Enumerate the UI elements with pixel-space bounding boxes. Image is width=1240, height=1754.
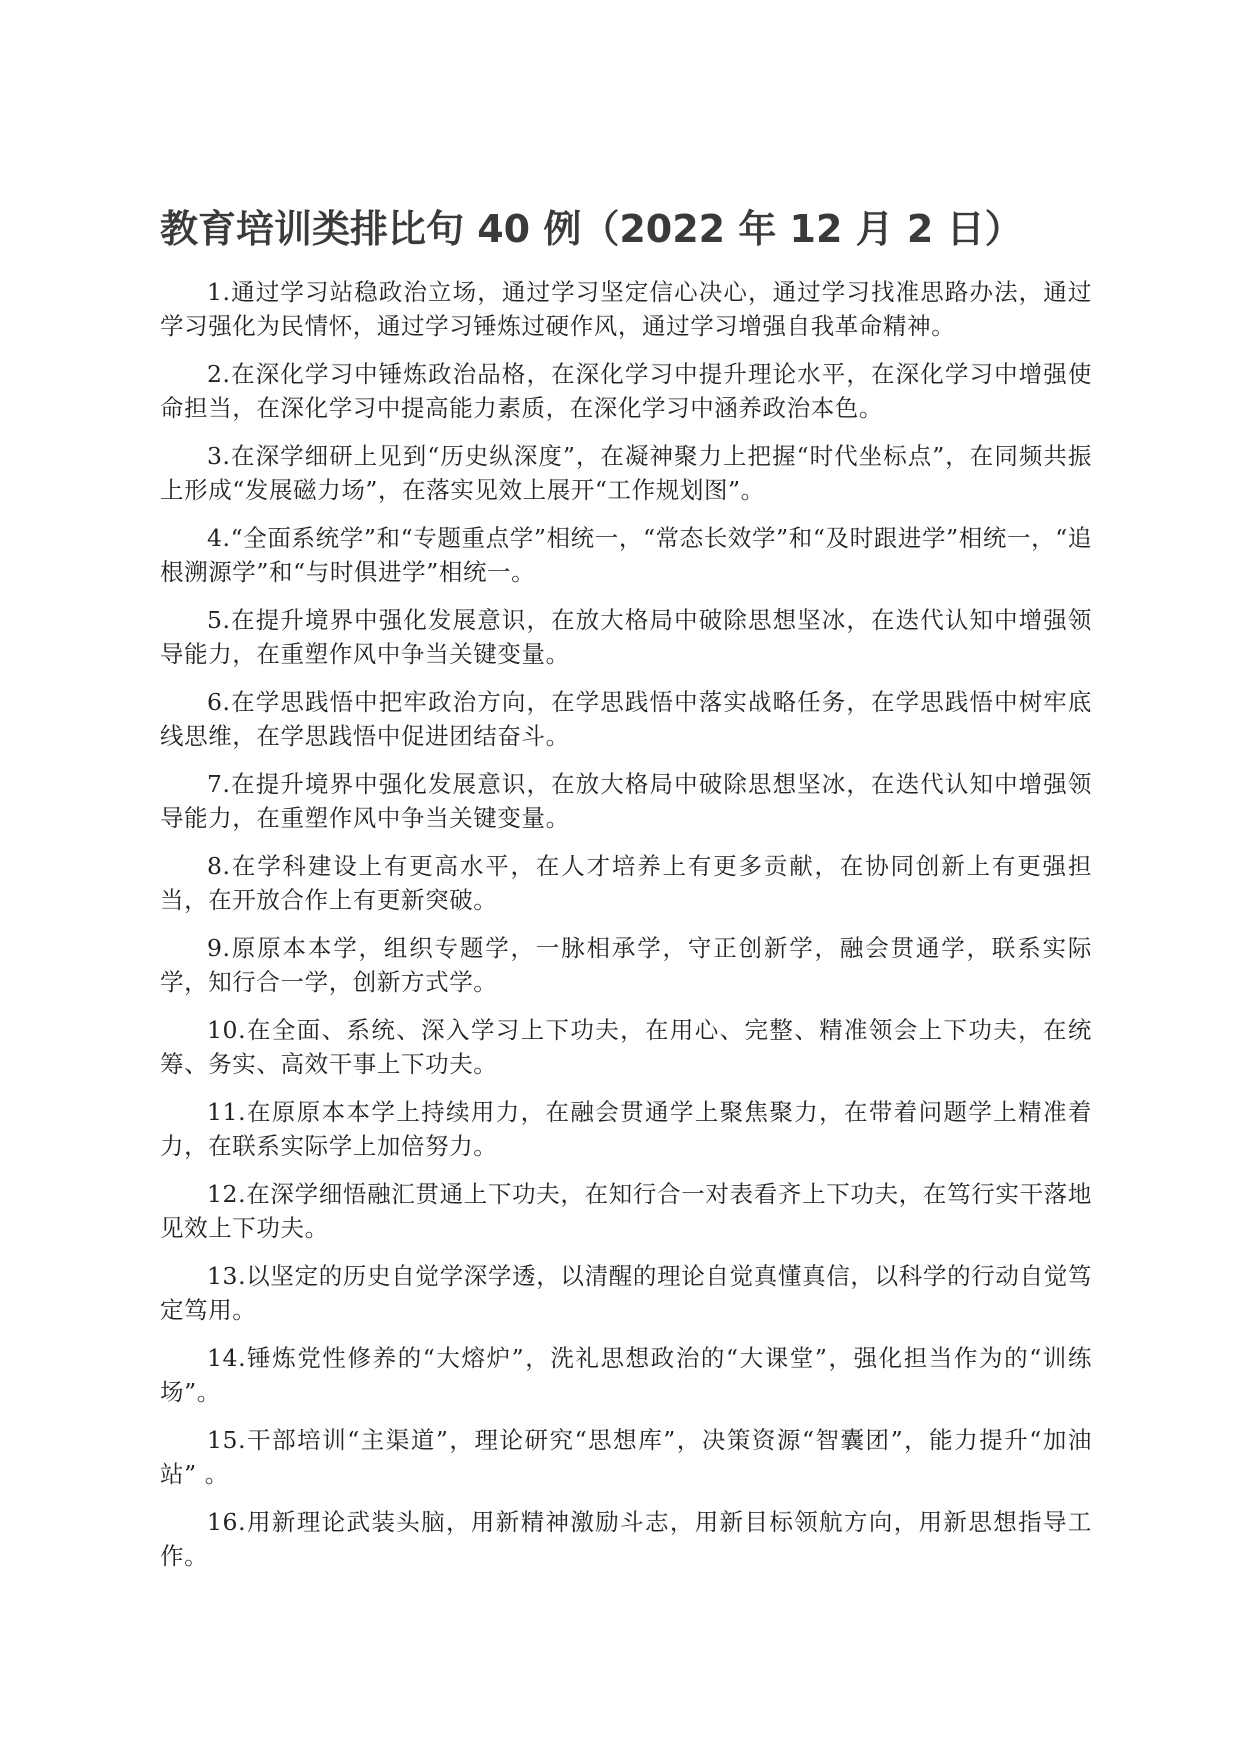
- list-item: 7.在提升境界中强化发展意识，在放大格局中破除思想坚冰，在迭代认知中增强领导能力，在重塑作风中争当关键变量。: [160, 770, 1092, 832]
- list-item: 10.在全面、系统、深入学习上下功夫，在用心、完整、精准领会上下功夫，在统筹、务实、高效干事上下功夫。: [160, 1016, 1092, 1078]
- list-item: 9.原原本本学，组织专题学，一脉相承学，守正创新学，融会贯通学，联系实际学，知行合一学，创新方式学。: [160, 934, 1092, 996]
- document-title: 教育培训类排比句 40 例（2022 年 12 月 2 日）: [160, 207, 1023, 251]
- list-item: 5.在提升境界中强化发展意识，在放大格局中破除思想坚冰，在迭代认知中增强领导能力，在重塑作风中争当关键变量。: [160, 606, 1092, 668]
- list-item: 11.在原原本本学上持续用力，在融会贯通学上聚焦聚力，在带着问题学上精准着力，在联系实际学上加倍努力。: [160, 1098, 1092, 1160]
- list-item: 16.用新理论武装头脑，用新精神激励斗志，用新目标领航方向，用新思想指导工作。: [160, 1508, 1092, 1570]
- list-item: 8.在学科建设上有更高水平，在人才培养上有更多贡献，在协同创新上有更强担当，在开放合作上有更新突破。: [160, 852, 1092, 914]
- sentence-list: [160, 275, 1092, 1573]
- list-item: 2.在深化学习中锤炼政治品格，在深化学习中提升理论水平，在深化学习中增强使命担当，在深化学习中提高能力素质，在深化学习中涵养政治本色。: [160, 360, 1092, 422]
- document-page: [160, 203, 1092, 1587]
- list-item: 15.干部培训“主渠道”，理论研究“思想库”，决策资源“智囊团”，能力提升“加油站” 。: [160, 1426, 1092, 1488]
- list-item: 4.“全面系统学”和“专题重点学”相统一，“常态长效学”和“及时跟进学”相统一，“追根溯源学”和“与时俱进学”相统一。: [160, 524, 1092, 586]
- list-item: 6.在学思践悟中把牢政治方向，在学思践悟中落实战略任务，在学思践悟中树牢底线思维，在学思践悟中促进团结奋斗。: [160, 688, 1092, 750]
- list-item: 12.在深学细悟融汇贯通上下功夫，在知行合一对表看齐上下功夫，在笃行实干落地见效上下功夫。: [160, 1180, 1092, 1242]
- list-item: 13.以坚定的历史自觉学深学透，以清醒的理论自觉真懂真信，以科学的行动自觉笃定笃用。: [160, 1262, 1092, 1324]
- list-item: 1.通过学习站稳政治立场，通过学习坚定信心决心，通过学习找准思路办法，通过学习强化为民情怀，通过学习锤炼过硬作风，通过学习增强自我革命精神。: [160, 278, 1092, 340]
- list-item: 3.在深学细研上见到“历史纵深度”，在凝神聚力上把握“时代坐标点”，在同频共振上形成“发展磁力场”，在落实见效上展开“工作规划图”。: [160, 442, 1092, 504]
- list-item: 14.锤炼党性修养的“大熔炉”，洗礼思想政治的“大课堂”，强化担当作为的“训练场”。: [160, 1344, 1092, 1406]
